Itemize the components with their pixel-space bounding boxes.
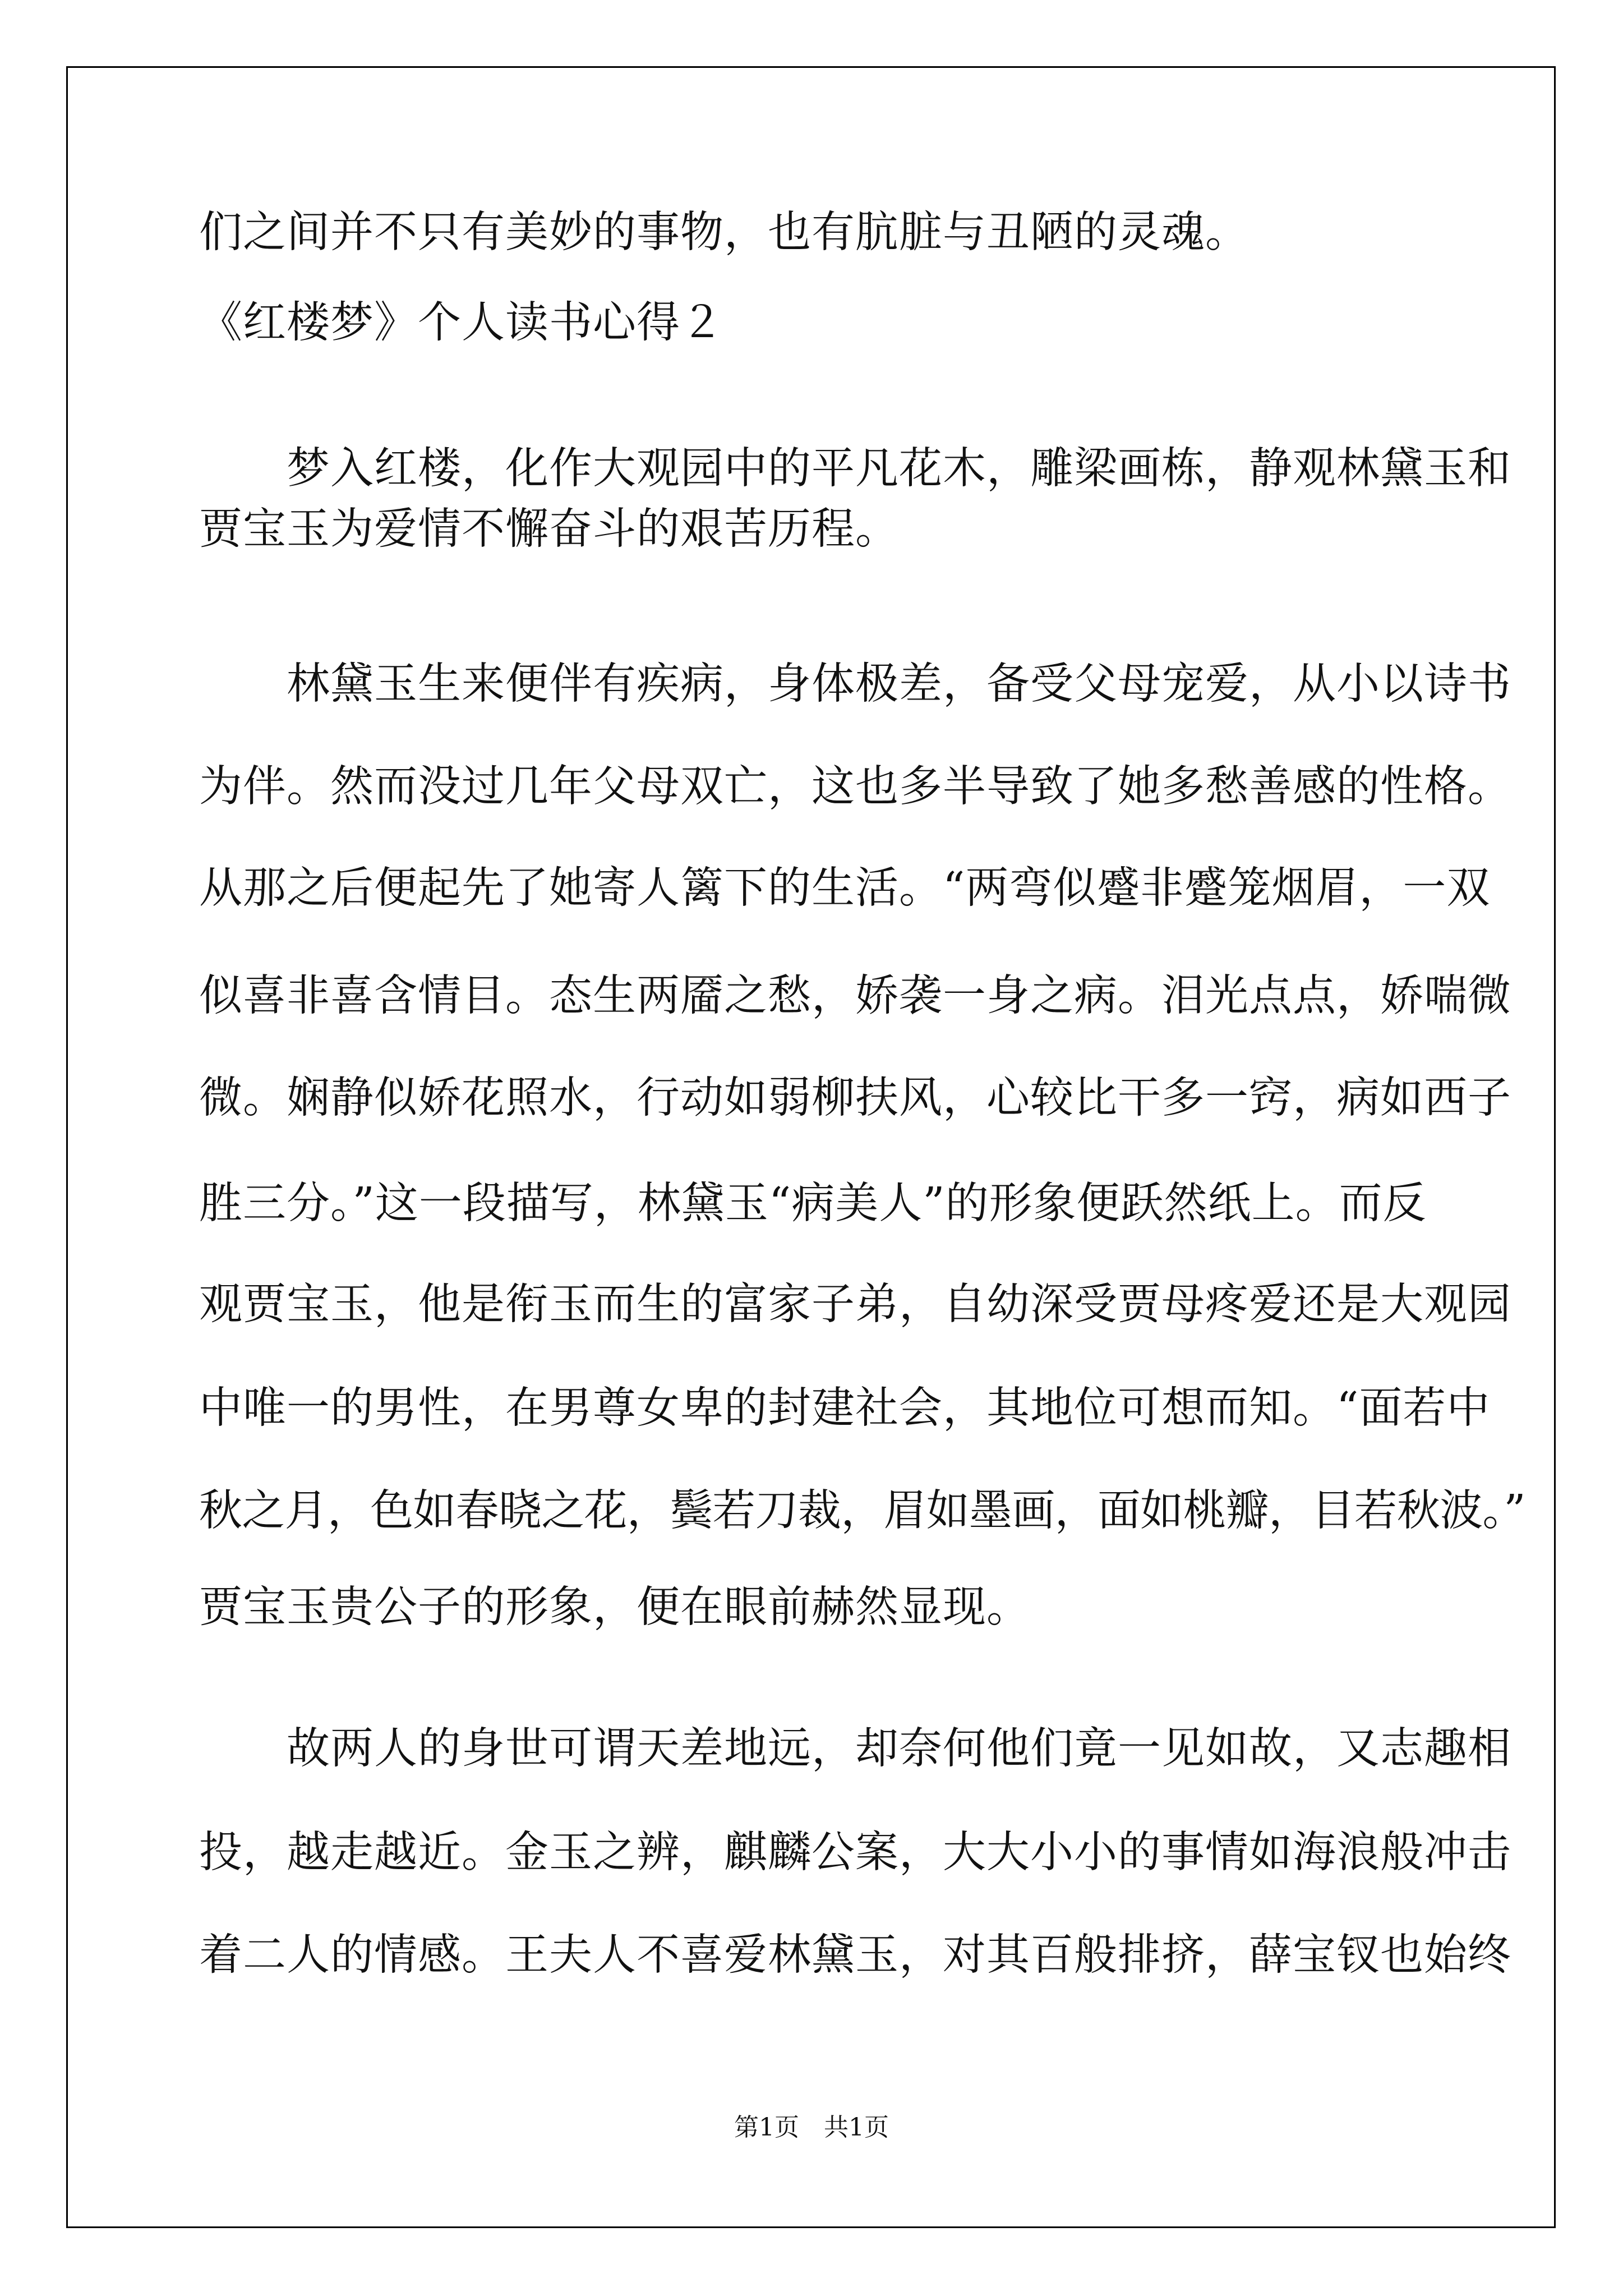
section-title: 《红楼梦》个人读书心得２ xyxy=(199,298,724,348)
page-number: 第1页 共1页 xyxy=(734,2113,889,2142)
text-line: 林黛玉生来便伴有疾病，身体极差，备受父母宠爱，从小以诗书 xyxy=(199,659,1511,709)
text-line: 胜三分。”这一段描写，林黛玉“病美人”的形象便跃然纸上。而反 xyxy=(199,1179,1427,1228)
page-border xyxy=(66,66,1556,2228)
text-line: 投，越走越近。金玉之辨，麒麟公案，大大小小的事情如海浪般冲击 xyxy=(199,1828,1511,1878)
text-line: 贾宝玉为爱情不懈奋斗的艰苦历程。 xyxy=(199,504,899,554)
text-line: 中唯一的男性，在男尊女卑的封建社会，其地位可想而知。“面若中 xyxy=(199,1383,1491,1433)
text-line: 从那之后便起先了她寄人篱下的生活。“两弯似蹙非蹙笼烟眉，一双 xyxy=(199,863,1491,913)
text-line: 似喜非喜含情目。态生两靥之愁，娇袭一身之病。泪光点点，娇喘微 xyxy=(199,971,1511,1021)
text-line: 梦入红楼，化作大观园中的平凡花木，雕梁画栋，静观林黛玉和 xyxy=(199,444,1511,494)
text-line: 故两人的身世可谓天差地远，却奈何他们竟一见如故，又志趣相 xyxy=(199,1724,1511,1774)
text-line: 着二人的情感。王夫人不喜爱林黛玉，对其百般排挤，薛宝钗也始终 xyxy=(199,1930,1511,1980)
text-line: 为伴。然而没过几年父母双亡，这也多半导致了她多愁善感的性格。 xyxy=(199,762,1511,812)
text-line: 们之间并不只有美妙的事物，也有肮脏与丑陋的灵魂。 xyxy=(199,208,1249,257)
text-line: 观贾宝玉，他是衔玉而生的富家子弟，自幼深受贾母疼爱还是大观园 xyxy=(199,1280,1511,1329)
text-line: 微。娴静似娇花照水，行动如弱柳扶风，心较比干多一窍，病如西子 xyxy=(199,1073,1511,1123)
text-line: 秋之月，色如春晓之花，鬓若刀裁，眉如墨画，面如桃瓣，目若秋波。” xyxy=(199,1486,1525,1536)
text-line: 贾宝玉贵公子的形象，便在眼前赫然显现。 xyxy=(199,1582,1030,1632)
